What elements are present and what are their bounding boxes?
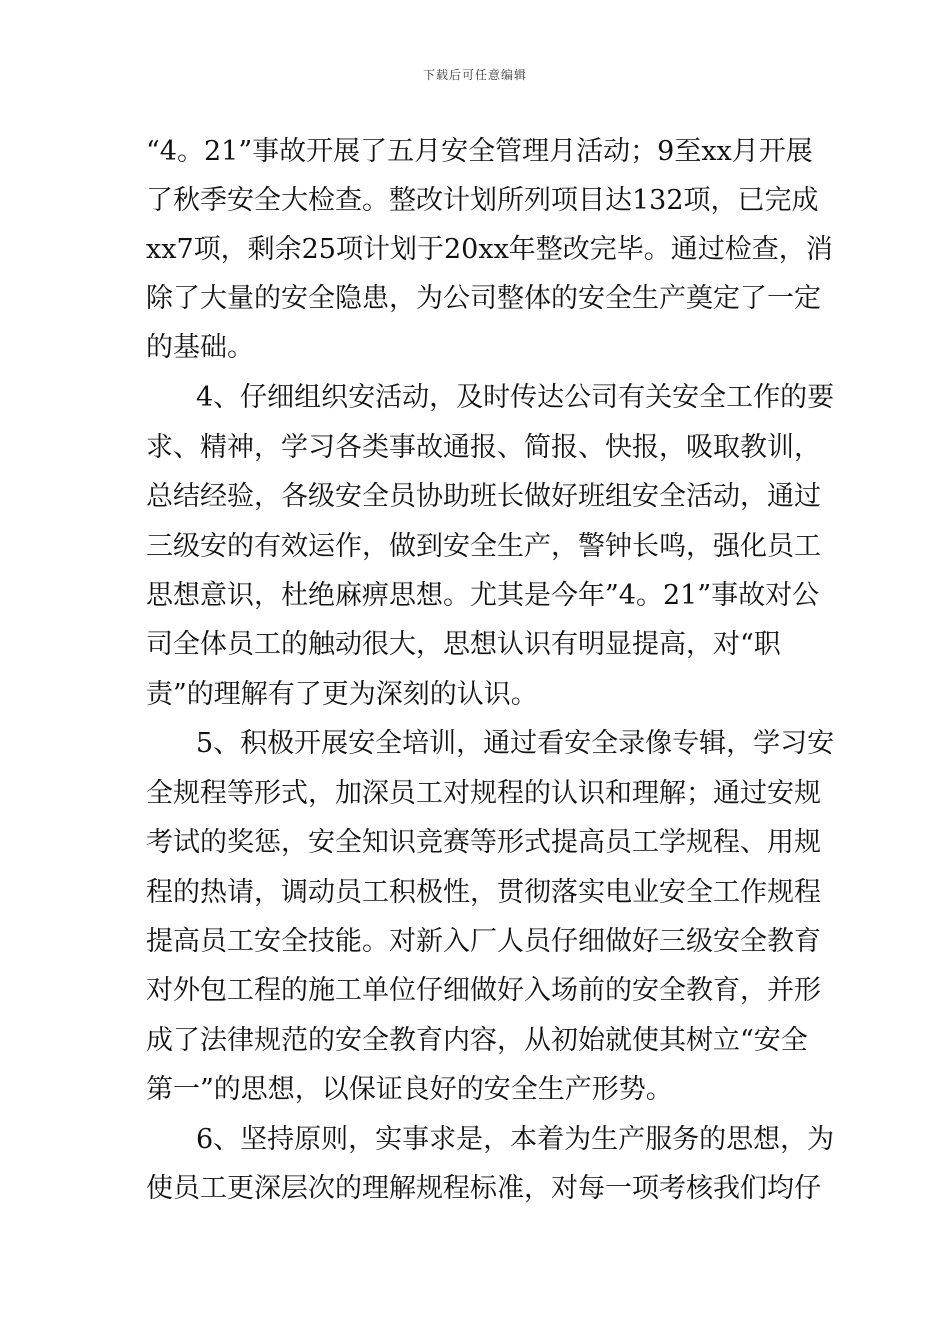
text-line: 思想意识，杜绝麻痹思想。尤其是今年”4。21”事故对公: [146, 580, 820, 611]
text-line: 程的热请，调动员工积极性，贯彻落实电业安全工作规程: [146, 877, 821, 908]
page-header: 下载后可任意编辑: [422, 68, 527, 82]
text-line: 除了大量的安全隐患，为公司整体的安全生产奠定了一定: [146, 283, 821, 314]
text-line: “4。21”事故开展了五月安全管理月活动；9至xx月开展: [146, 136, 813, 167]
text-line: 5、积极开展安全培训，通过看安全录像专辑，学习安: [196, 728, 835, 759]
text-line: 司全体员工的触动很大，思想认识有明显提高，对“职: [146, 629, 781, 660]
text-line: 总结经验，各级安全员协助班长做好班组安全活动，通过: [146, 481, 821, 512]
text-line: 全规程等形式，加深员工对规程的认识和理解；通过安规: [146, 778, 821, 809]
text-line: 4、仔细组织安活动，及时传达公司有关安全工作的要: [196, 382, 835, 413]
text-line: 使员工更深层次的理解规程标准，对每一项考核我们均仔: [146, 1173, 821, 1204]
text-line: 提高员工安全技能。对新入厂人员仔细做好三级安全教育: [146, 926, 821, 957]
text-line: 第一”的思想，以保证良好的安全生产形势。: [146, 1074, 673, 1105]
text-line: 求、精神，学习各类事故通报、简报、快报，吸取教训，: [146, 432, 821, 463]
text-line: xx7项，剩余25项计划于20xx年整改完毕。通过检查，消: [146, 234, 833, 265]
text-line: 了秋季安全大检查。整改计划所列项目达132项，已完成: [146, 185, 819, 216]
text-line: 三级安的有效运作，做到安全生产，警钟长鸣，强化员工: [146, 531, 821, 562]
text-line: 对外包工程的施工单位仔细做好入场前的安全教育，并形: [146, 975, 821, 1006]
text-line: 6、坚持原则，实事求是，本着为生产服务的思想，为: [196, 1124, 835, 1155]
text-line: 责”的理解有了更为深刻的认识。: [146, 679, 538, 710]
text-line: 考试的奖惩，安全知识竞赛等形式提高员工学规程、用规: [146, 827, 821, 858]
text-line: 成了法律规范的安全教育内容，从初始就使其树立“安全: [146, 1025, 808, 1056]
text-line: 的基础。: [146, 332, 254, 363]
